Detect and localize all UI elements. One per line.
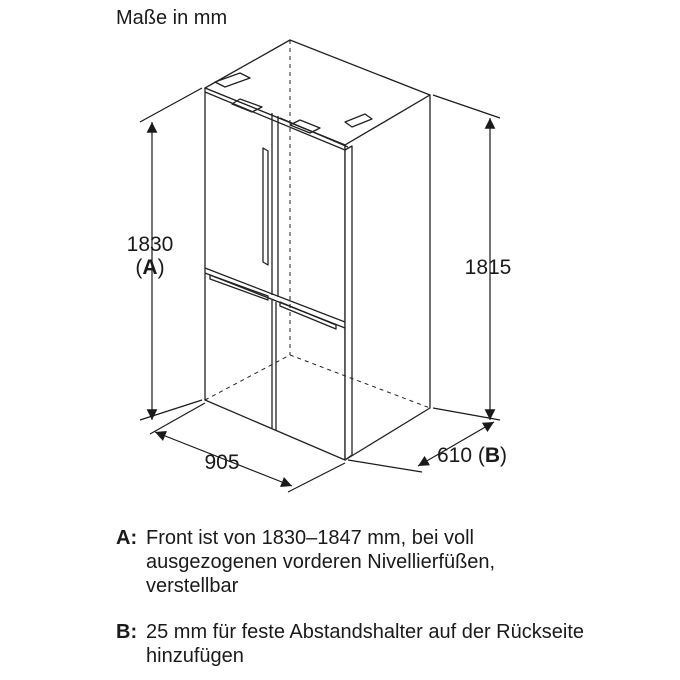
note-b: [116, 620, 586, 668]
fridge-outline: [205, 40, 430, 460]
diagram-title: Maße in mm: [116, 7, 228, 29]
note-b-text: 25 mm für feste Abstandshalter auf der Rückseite hinzufügen: [146, 621, 584, 667]
depth-marker-letter: B: [484, 444, 501, 467]
width-value: 905: [204, 451, 240, 474]
note-a-key: A:: [116, 527, 138, 549]
height-body-value: 1815: [464, 256, 512, 279]
depth-value: 610 (B): [437, 444, 508, 467]
height-front-value: 1830: [126, 233, 174, 256]
depth-value-number: 610: [437, 444, 473, 467]
note-b-key: B:: [116, 621, 138, 643]
height-front-marker: (A): [135, 256, 165, 279]
note-a: [116, 526, 586, 598]
note-a-text: Front ist von 1830–1847 mm, bei voll ausgezogenen vorderen Nivellierfüßen, verstellbar: [146, 527, 496, 597]
height-front-marker-letter: A: [142, 256, 158, 279]
